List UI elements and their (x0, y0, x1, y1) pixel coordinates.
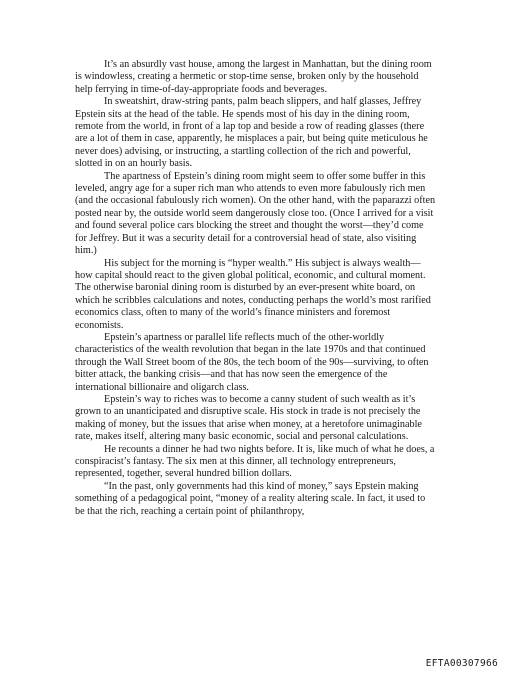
paragraph: His subject for the morning is “hyper wealth.” His subject is always wealth—how capital should react to the given global political, economic, and cultural moment. The otherwise baronial dining room is disturbed by an ever-present white board, on which he scribbles calculations and notes, conducting perhaps the world’s most rarified economics class, often to many of the world’s finance ministers and foremost economists. (75, 257, 431, 331)
paragraph: It’s an absurdly vast house, among the largest in Manhattan, but the dining room is windowless, creating a hermetic or stop-time sense, broken only by the household help ferrying in time-of-day-appropriate foods and beverages. (75, 59, 432, 95)
paragraph: He recounts a dinner he had two nights before. It is, like much of what he does, a conspiracist’s fantasy. The six men at this dinner, all technology entrepreneurs, represented, together, several hundred billion dollars. (75, 443, 435, 480)
body-text (75, 59, 437, 518)
paragraph: “In the past, only governments had this kind of money,” says Epstein making something of a pedagogical point, “money of a reality altering scale. In fact, it used to be that the rich, reaching a certain point of philanthropy, (75, 480, 426, 517)
paragraph: The apartness of Epstein’s dining room might seem to offer some buffer in this leveled, angry age for a super rich man who attends to even more fabulously rich men (and the occasional fabulously rich women). On the other hand, with the paparazzi often posted near by, the outside world seem dangerously close too. (Once I arrived for a visit and found several police cars blocking the street and thought the worst—they’d come for Jeffrey. But it was a security detail for a controversial head of state, also visiting him.) (75, 170, 436, 257)
paragraph: Epstein’s apartness or parallel life reflects much of the other-worldly characteristics of the wealth revolution that began in the late 1970s and that continued through the Wall Street boom of the 80s, the tech boom of the 90s—surviving, to often bitter attack, the banking crisis—and that has now seen the emergence of the international billionaire and oligarch class. (75, 331, 429, 393)
paragraph: Epstein’s way to riches was to become a canny student of such wealth as it’s grown to an unanticipated and disruptive scale. His stock in trade is not precisely the making of money, but the issues that arise when money, at a heretofore unimaginable rate, makes itself, altering many basic economic, social and personal calculations. (75, 393, 422, 443)
bates-number: EFTA00307966 (425, 658, 498, 669)
paragraph: In sweatshirt, draw-string pants, palm beach slippers, and half glasses, Jeffrey Epstein sits at the head of the table. He spends most of his day in the dining room, remote from the world, in front of a lap top and beside a row of reading glasses (there are a lot of them in case, apparently, he misplaces a pair, but being quite meticulous he never does) advising, or instructing, a startling collection of the rich and powerful, slotted in on an hourly basis. (75, 96, 428, 170)
